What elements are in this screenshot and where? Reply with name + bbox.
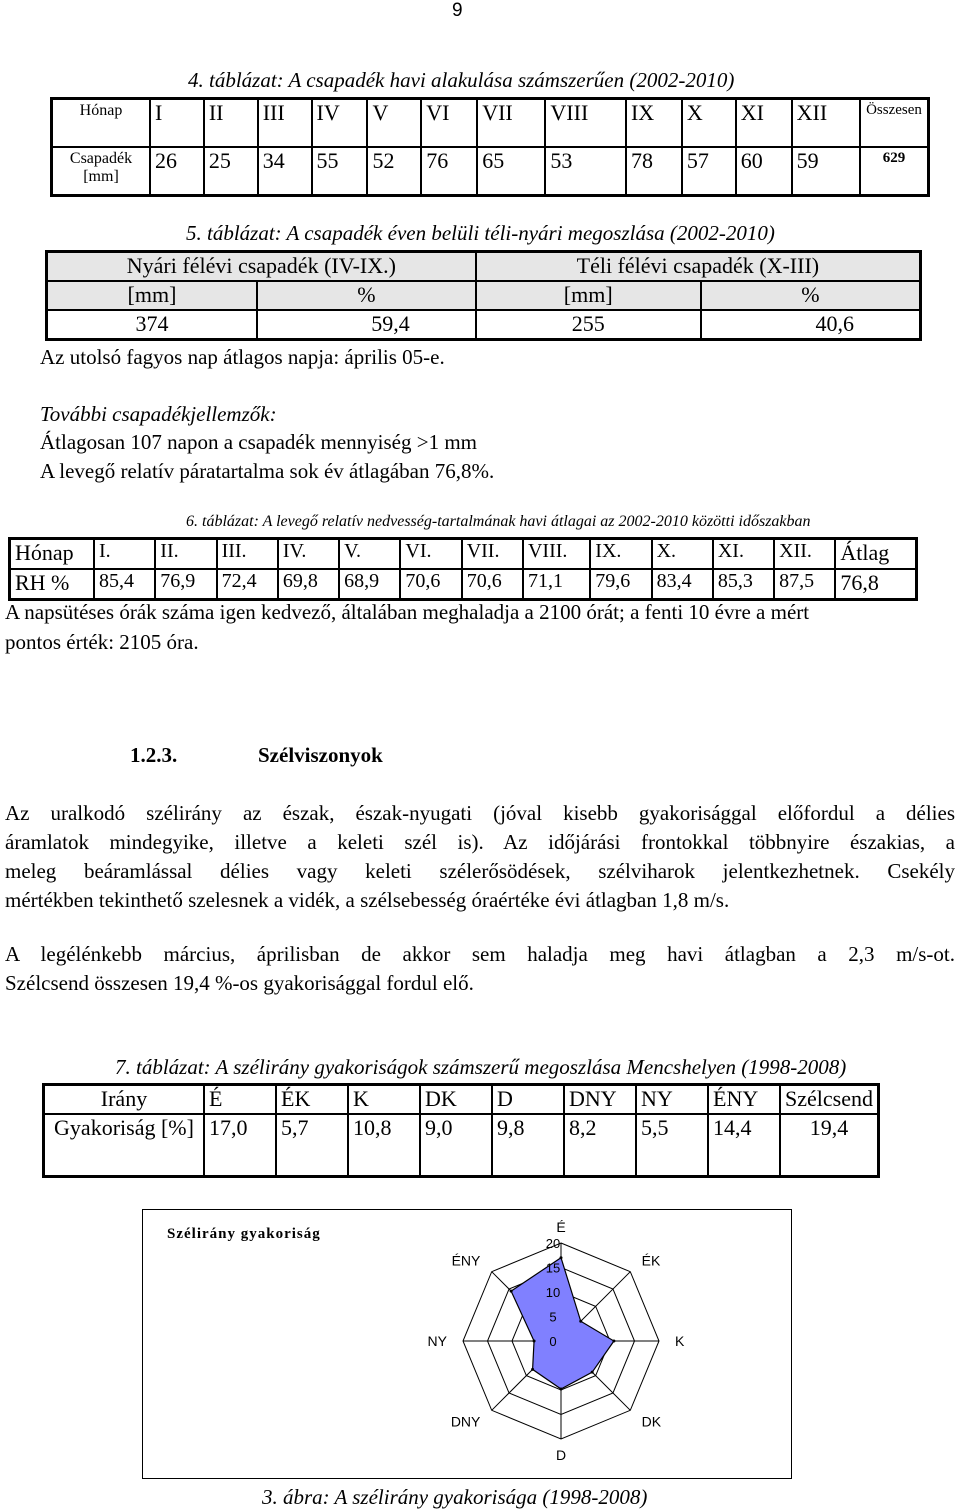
tick-label: 10 bbox=[545, 1285, 561, 1300]
figure-caption: 3. ábra: A szélirány gyakorisága (1998-2008) bbox=[262, 1485, 648, 1509]
month-cell: V bbox=[367, 99, 421, 148]
value-cell: 5,5 bbox=[636, 1114, 708, 1177]
value-cell: 70,6 bbox=[400, 569, 461, 600]
precip-season-table bbox=[45, 250, 922, 341]
humidity-table bbox=[8, 537, 918, 601]
value-cell: 59,4 bbox=[257, 310, 476, 340]
value-cell: 26 bbox=[150, 147, 204, 196]
tick-label: 0 bbox=[549, 1334, 557, 1349]
frost-line: Az utolsó fagyos nap átlagos napja: április 05-e. bbox=[40, 345, 445, 369]
direction-cell: DNY bbox=[564, 1085, 636, 1115]
value-cell: 374 bbox=[47, 310, 258, 340]
tick-label: 5 bbox=[549, 1309, 557, 1325]
value-cell: 71,1 bbox=[523, 569, 590, 600]
value-cell: 87,5 bbox=[774, 569, 835, 600]
unit-cell: % bbox=[257, 281, 476, 310]
month-cell: IX. bbox=[590, 539, 651, 570]
summer-header-cell: Nyári félévi csapadék (IV-IX.) bbox=[47, 252, 476, 282]
chart-title: Szélirány gyakoriság bbox=[167, 1226, 321, 1242]
value-cell: 59 bbox=[792, 147, 860, 196]
direction-cell: D bbox=[492, 1085, 564, 1115]
data-point bbox=[579, 1320, 582, 1323]
direction-cell: DK bbox=[420, 1085, 492, 1115]
value-cell: 8,2 bbox=[564, 1114, 636, 1177]
month-cell: VII. bbox=[462, 539, 523, 570]
data-point bbox=[533, 1340, 536, 1343]
axis-label: K bbox=[675, 1333, 685, 1349]
axis-label: DK bbox=[641, 1413, 662, 1430]
further-line: A levegő relatív páratartalma sok év átlagában 76,8%. bbox=[40, 459, 495, 483]
table5-caption: 5. táblázat: A csapadék éven belüli téli-nyári megoszlása (2002-2010) bbox=[186, 221, 775, 245]
wind-direction-table bbox=[42, 1083, 880, 1178]
table-row bbox=[10, 569, 917, 600]
value-cell: 78 bbox=[626, 147, 682, 196]
wind-paragraph bbox=[5, 799, 955, 915]
page-number: 9 bbox=[452, 0, 463, 21]
month-cell: II bbox=[204, 99, 258, 148]
paragraph-line: Az uralkodó szélirány az észak, észak-nyugati (jóval kisebb gyakorisággal előfordul a délies bbox=[5, 801, 955, 825]
data-point bbox=[510, 1290, 513, 1293]
unit-cell: [mm] bbox=[47, 281, 258, 310]
value-cell: 76 bbox=[421, 147, 477, 196]
calm-value-cell: 19,4 bbox=[780, 1114, 879, 1177]
table-header-cell: Hónap bbox=[52, 99, 151, 148]
unit-cell: % bbox=[701, 281, 921, 310]
paragraph-line: mértékben tekinthető szelesnek a vidék, a szélsebesség óraértéke évi átlagban 1,8 m/s. bbox=[5, 888, 730, 912]
month-cell: III. bbox=[217, 539, 278, 570]
section-title: Szélviszonyok bbox=[258, 743, 383, 767]
avg-header-cell: Átlag bbox=[835, 539, 916, 570]
table-header-cell: RH % bbox=[10, 569, 95, 600]
total-value-cell: 629 bbox=[860, 147, 929, 196]
month-cell: V. bbox=[339, 539, 400, 570]
avg-value-cell: 76,8 bbox=[835, 569, 916, 600]
value-cell: 34 bbox=[258, 147, 312, 196]
axis-label: ÉNY bbox=[451, 1252, 481, 1269]
month-cell: VI. bbox=[400, 539, 461, 570]
table6-caption: 6. táblázat: A levegő relatív nedvesség-tartalmának havi átlagai az 2002-2010 közötti időszakban bbox=[186, 513, 811, 530]
wind-radar-chart bbox=[142, 1209, 792, 1479]
paragraph-line: áramlatok mindegyike, illetve a keleti szél is). Az időjárási frontokkal többnyire északias, a bbox=[5, 830, 955, 854]
data-point bbox=[560, 1388, 563, 1391]
value-cell: 9,0 bbox=[420, 1114, 492, 1177]
value-cell: 53 bbox=[545, 147, 626, 196]
month-cell: VI bbox=[421, 99, 477, 148]
value-cell: 5,7 bbox=[276, 1114, 348, 1177]
value-cell: 68,9 bbox=[339, 569, 400, 600]
paragraph-line: meleg beáramlással délies vagy keleti szélerősödések, szélviharok jelentkezhetnek. Csekély bbox=[5, 859, 955, 883]
month-cell: IX bbox=[626, 99, 682, 148]
precip-monthly-table bbox=[50, 97, 930, 197]
table-row bbox=[47, 252, 921, 282]
axis-label: D bbox=[555, 1447, 567, 1463]
table-row bbox=[52, 147, 929, 196]
direction-cell: K bbox=[348, 1085, 420, 1115]
winter-header-cell: Téli félévi csapadék (X-III) bbox=[476, 252, 921, 282]
axis-label: ÉK bbox=[641, 1252, 661, 1269]
data-point bbox=[612, 1340, 615, 1343]
month-cell: I bbox=[150, 99, 204, 148]
table-row bbox=[44, 1114, 879, 1177]
value-cell: 69,8 bbox=[278, 569, 339, 600]
value-cell: 85,4 bbox=[94, 569, 155, 600]
table7-caption: 7. táblázat: A szélirány gyakoriságok számszerű megoszlása Mencshelyen (1998-2008) bbox=[115, 1055, 847, 1079]
value-cell: 83,4 bbox=[652, 569, 713, 600]
table-row bbox=[44, 1085, 879, 1115]
table4-caption: 4. táblázat: A csapadék havi alakulása számszerűen (2002-2010) bbox=[188, 68, 735, 92]
direction-cell: ÉK bbox=[276, 1085, 348, 1115]
value-cell: 60 bbox=[736, 147, 792, 196]
value-cell: 70,6 bbox=[462, 569, 523, 600]
value-cell: 25 bbox=[204, 147, 258, 196]
month-cell: XI. bbox=[713, 539, 774, 570]
direction-cell: ÉNY bbox=[708, 1085, 780, 1115]
month-cell: XI bbox=[736, 99, 792, 148]
month-cell: IV bbox=[312, 99, 368, 148]
value-cell: 57 bbox=[682, 147, 736, 196]
month-cell: VIII bbox=[545, 99, 626, 148]
table-row bbox=[47, 281, 921, 310]
month-cell: IV. bbox=[278, 539, 339, 570]
month-cell: VII bbox=[477, 99, 545, 148]
wind-paragraph bbox=[5, 940, 955, 998]
direction-cell: É bbox=[204, 1085, 276, 1115]
value-cell: 10,8 bbox=[348, 1114, 420, 1177]
table-header-cell: Gyakoriság [%] bbox=[44, 1114, 205, 1177]
value-cell: 52 bbox=[367, 147, 421, 196]
table-row bbox=[52, 99, 929, 148]
tick-label: 20 bbox=[545, 1236, 561, 1251]
value-cell: 9,8 bbox=[492, 1114, 564, 1177]
axis-label: NY bbox=[427, 1333, 447, 1349]
month-cell: XII bbox=[792, 99, 860, 148]
month-cell: III bbox=[258, 99, 312, 148]
sunshine-line: pontos érték: 2105 óra. bbox=[5, 630, 199, 654]
tick-label: 15 bbox=[545, 1260, 561, 1276]
section-number: 1.2.3. bbox=[130, 743, 178, 767]
month-cell: XII. bbox=[774, 539, 835, 570]
table-header-cell: Hónap bbox=[10, 539, 95, 570]
data-point bbox=[560, 1256, 563, 1259]
month-cell: X bbox=[682, 99, 736, 148]
data-point bbox=[531, 1368, 534, 1371]
table-header-cell: Csapadék [mm] bbox=[52, 147, 151, 196]
value-cell: 65 bbox=[477, 147, 545, 196]
table-row bbox=[47, 310, 921, 340]
unit-cell: [mm] bbox=[476, 281, 701, 310]
further-line: Átlagosan 107 napon a csapadék mennyiség >1 mm bbox=[40, 430, 477, 454]
value-cell: 40,6 bbox=[701, 310, 921, 340]
value-cell: 85,3 bbox=[713, 569, 774, 600]
paragraph-line: A legélénkebb március, áprilisban de akkor sem haladja meg havi átlagban a 2,3 m/s-ot. bbox=[5, 942, 955, 966]
calm-header-cell: Szélcsend bbox=[780, 1085, 879, 1115]
direction-cell: NY bbox=[636, 1085, 708, 1115]
month-cell: X. bbox=[652, 539, 713, 570]
month-cell: II. bbox=[155, 539, 216, 570]
paragraph-line: Szélcsend összesen 19,4 %-os gyakorisággal fordul elő. bbox=[5, 971, 474, 995]
value-cell: 72,4 bbox=[217, 569, 278, 600]
total-header-cell: Összesen bbox=[860, 99, 929, 148]
radar-svg bbox=[143, 1210, 791, 1478]
value-cell: 17,0 bbox=[204, 1114, 276, 1177]
value-cell: 79,6 bbox=[590, 569, 651, 600]
axis-label: DNY bbox=[450, 1413, 481, 1430]
table-header-cell: Irány bbox=[44, 1085, 205, 1115]
value-cell: 55 bbox=[312, 147, 368, 196]
further-title: További csapadékjellemzők: bbox=[40, 402, 277, 426]
month-cell: VIII. bbox=[523, 539, 590, 570]
sunshine-line: A napsütéses órák száma igen kedvező, általában meghaladja a 2100 órát; a fenti 10 évre a mért bbox=[5, 600, 810, 624]
table-row bbox=[10, 539, 917, 570]
axis-label: É bbox=[556, 1219, 566, 1235]
value-cell: 14,4 bbox=[708, 1114, 780, 1177]
month-cell: I. bbox=[94, 539, 155, 570]
value-cell: 255 bbox=[476, 310, 701, 340]
value-cell: 76,9 bbox=[155, 569, 216, 600]
data-point bbox=[591, 1371, 594, 1374]
